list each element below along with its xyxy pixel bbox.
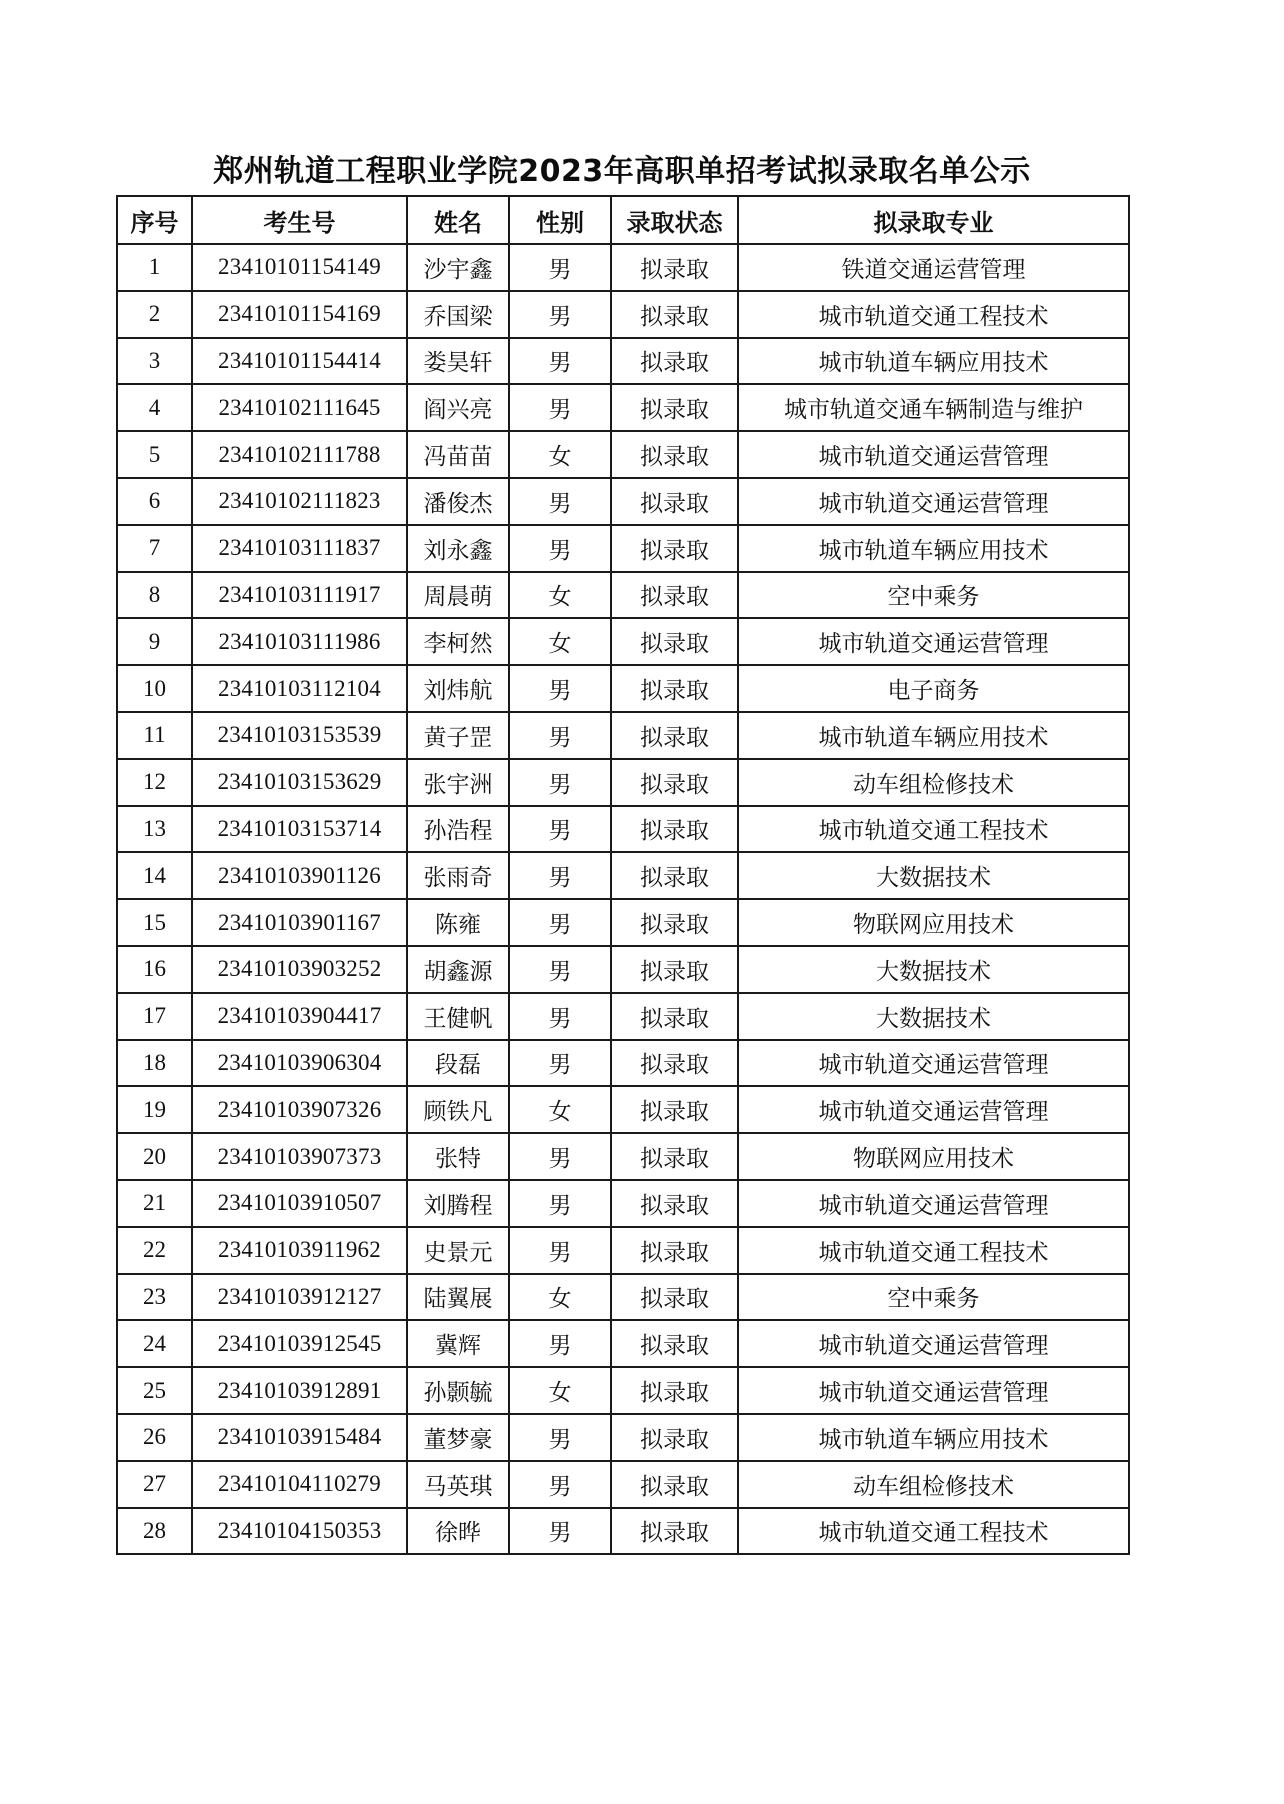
table-body xyxy=(117,244,1129,1554)
cell-gender: 女 xyxy=(509,572,611,619)
cell-seq: 4 xyxy=(117,384,192,431)
cell-name: 乔国梁 xyxy=(407,291,509,338)
cell-gender: 男 xyxy=(509,1461,611,1508)
cell-gender: 男 xyxy=(509,1133,611,1180)
table-row xyxy=(117,1320,1129,1367)
table-row xyxy=(117,1508,1129,1555)
cell-exam-id: 23410103111837 xyxy=(192,525,407,572)
cell-exam-id: 23410103907326 xyxy=(192,1086,407,1133)
cell-name: 沙宇鑫 xyxy=(407,244,509,291)
cell-gender: 男 xyxy=(509,525,611,572)
cell-major: 城市轨道车辆应用技术 xyxy=(738,525,1129,572)
cell-status: 拟录取 xyxy=(611,759,738,806)
cell-status: 拟录取 xyxy=(611,1461,738,1508)
table-row xyxy=(117,384,1129,431)
cell-status: 拟录取 xyxy=(611,525,738,572)
cell-major: 城市轨道交通车辆制造与维护 xyxy=(738,384,1129,431)
table-row xyxy=(117,1461,1129,1508)
table-row xyxy=(117,1227,1129,1274)
header-exam-id: 考生号 xyxy=(192,196,407,244)
cell-exam-id: 23410102111645 xyxy=(192,384,407,431)
cell-exam-id: 23410103153714 xyxy=(192,806,407,853)
cell-status: 拟录取 xyxy=(611,1320,738,1367)
cell-major: 城市轨道车辆应用技术 xyxy=(738,712,1129,759)
cell-seq: 26 xyxy=(117,1414,192,1461)
cell-major: 动车组检修技术 xyxy=(738,759,1129,806)
cell-exam-id: 23410103112104 xyxy=(192,665,407,712)
cell-status: 拟录取 xyxy=(611,1180,738,1227)
table-row xyxy=(117,478,1129,525)
cell-major: 城市轨道交通运营管理 xyxy=(738,1086,1129,1133)
table-row xyxy=(117,1367,1129,1414)
table-row xyxy=(117,1133,1129,1180)
cell-gender: 女 xyxy=(509,618,611,665)
cell-status: 拟录取 xyxy=(611,665,738,712)
cell-name: 段磊 xyxy=(407,1040,509,1087)
table-header-row xyxy=(117,196,1129,244)
cell-exam-id: 23410103906304 xyxy=(192,1040,407,1087)
cell-exam-id: 23410102111788 xyxy=(192,431,407,478)
cell-status: 拟录取 xyxy=(611,899,738,946)
table-row xyxy=(117,431,1129,478)
cell-name: 王健帆 xyxy=(407,993,509,1040)
cell-major: 城市轨道交通运营管理 xyxy=(738,478,1129,525)
cell-name: 黄子罡 xyxy=(407,712,509,759)
cell-gender: 男 xyxy=(509,478,611,525)
cell-seq: 3 xyxy=(117,338,192,385)
cell-gender: 女 xyxy=(509,431,611,478)
cell-exam-id: 23410103153539 xyxy=(192,712,407,759)
cell-status: 拟录取 xyxy=(611,1133,738,1180)
table-row xyxy=(117,1414,1129,1461)
cell-exam-id: 23410103912891 xyxy=(192,1367,407,1414)
cell-gender: 女 xyxy=(509,1274,611,1321)
cell-major: 城市轨道交通运营管理 xyxy=(738,431,1129,478)
cell-major: 动车组检修技术 xyxy=(738,1461,1129,1508)
cell-seq: 10 xyxy=(117,665,192,712)
cell-seq: 13 xyxy=(117,806,192,853)
cell-seq: 19 xyxy=(117,1086,192,1133)
cell-gender: 男 xyxy=(509,291,611,338)
cell-seq: 1 xyxy=(117,244,192,291)
cell-major: 铁道交通运营管理 xyxy=(738,244,1129,291)
cell-status: 拟录取 xyxy=(611,852,738,899)
table-row xyxy=(117,899,1129,946)
cell-seq: 17 xyxy=(117,993,192,1040)
cell-exam-id: 23410103111986 xyxy=(192,618,407,665)
cell-major: 城市轨道交通工程技术 xyxy=(738,291,1129,338)
cell-name: 潘俊杰 xyxy=(407,478,509,525)
cell-exam-id: 23410102111823 xyxy=(192,478,407,525)
table-row xyxy=(117,665,1129,712)
cell-major: 城市轨道交通工程技术 xyxy=(738,1227,1129,1274)
cell-name: 娄昊轩 xyxy=(407,338,509,385)
cell-seq: 22 xyxy=(117,1227,192,1274)
cell-status: 拟录取 xyxy=(611,1367,738,1414)
cell-gender: 男 xyxy=(509,244,611,291)
cell-name: 冀辉 xyxy=(407,1320,509,1367)
cell-seq: 18 xyxy=(117,1040,192,1087)
cell-exam-id: 23410103904417 xyxy=(192,993,407,1040)
table-row xyxy=(117,1040,1129,1087)
cell-status: 拟录取 xyxy=(611,1414,738,1461)
cell-gender: 男 xyxy=(509,1508,611,1555)
table-row xyxy=(117,806,1129,853)
cell-status: 拟录取 xyxy=(611,338,738,385)
cell-exam-id: 23410103903252 xyxy=(192,946,407,993)
cell-status: 拟录取 xyxy=(611,1508,738,1555)
cell-gender: 男 xyxy=(509,1040,611,1087)
cell-major: 城市轨道交通工程技术 xyxy=(738,806,1129,853)
cell-exam-id: 23410103912127 xyxy=(192,1274,407,1321)
table-row xyxy=(117,525,1129,572)
cell-exam-id: 23410101154169 xyxy=(192,291,407,338)
cell-seq: 2 xyxy=(117,291,192,338)
cell-gender: 男 xyxy=(509,665,611,712)
cell-name: 张特 xyxy=(407,1133,509,1180)
cell-seq: 8 xyxy=(117,572,192,619)
cell-major: 城市轨道交通运营管理 xyxy=(738,1180,1129,1227)
cell-seq: 28 xyxy=(117,1508,192,1555)
header-major: 拟录取专业 xyxy=(738,196,1129,244)
cell-major: 物联网应用技术 xyxy=(738,1133,1129,1180)
cell-gender: 男 xyxy=(509,1414,611,1461)
cell-gender: 男 xyxy=(509,852,611,899)
cell-exam-id: 23410104110279 xyxy=(192,1461,407,1508)
cell-exam-id: 23410103111917 xyxy=(192,572,407,619)
cell-gender: 男 xyxy=(509,1180,611,1227)
cell-major: 城市轨道交通运营管理 xyxy=(738,1320,1129,1367)
cell-major: 城市轨道车辆应用技术 xyxy=(738,338,1129,385)
table-row xyxy=(117,852,1129,899)
header-seq: 序号 xyxy=(117,196,192,244)
cell-gender: 男 xyxy=(509,338,611,385)
cell-gender: 男 xyxy=(509,899,611,946)
cell-major: 城市轨道交通工程技术 xyxy=(738,1508,1129,1555)
cell-exam-id: 23410103901126 xyxy=(192,852,407,899)
table-row xyxy=(117,946,1129,993)
cell-name: 周晨萌 xyxy=(407,572,509,619)
cell-seq: 5 xyxy=(117,431,192,478)
cell-status: 拟录取 xyxy=(611,244,738,291)
cell-name: 徐晔 xyxy=(407,1508,509,1555)
cell-status: 拟录取 xyxy=(611,1274,738,1321)
cell-seq: 23 xyxy=(117,1274,192,1321)
table-row xyxy=(117,1086,1129,1133)
document-title: 郑州轨道工程职业学院2023年高职单招考试拟录取名单公示 xyxy=(213,154,1031,189)
cell-seq: 11 xyxy=(117,712,192,759)
cell-exam-id: 23410103912545 xyxy=(192,1320,407,1367)
cell-major: 城市轨道车辆应用技术 xyxy=(738,1414,1129,1461)
cell-name: 马英琪 xyxy=(407,1461,509,1508)
cell-name: 刘永鑫 xyxy=(407,525,509,572)
cell-seq: 14 xyxy=(117,852,192,899)
cell-status: 拟录取 xyxy=(611,478,738,525)
cell-name: 孙浩程 xyxy=(407,806,509,853)
cell-name: 冯苗苗 xyxy=(407,431,509,478)
cell-major: 城市轨道交通运营管理 xyxy=(738,618,1129,665)
cell-exam-id: 23410101154414 xyxy=(192,338,407,385)
cell-status: 拟录取 xyxy=(611,993,738,1040)
table-row xyxy=(117,338,1129,385)
header-gender: 性别 xyxy=(509,196,611,244)
cell-seq: 16 xyxy=(117,946,192,993)
cell-gender: 男 xyxy=(509,1227,611,1274)
cell-status: 拟录取 xyxy=(611,431,738,478)
cell-gender: 男 xyxy=(509,384,611,431)
cell-status: 拟录取 xyxy=(611,618,738,665)
cell-name: 胡鑫源 xyxy=(407,946,509,993)
cell-major: 大数据技术 xyxy=(738,946,1129,993)
cell-seq: 12 xyxy=(117,759,192,806)
table-row xyxy=(117,993,1129,1040)
cell-gender: 男 xyxy=(509,1320,611,1367)
cell-status: 拟录取 xyxy=(611,1227,738,1274)
table-row xyxy=(117,618,1129,665)
table-row xyxy=(117,1180,1129,1227)
cell-status: 拟录取 xyxy=(611,1086,738,1133)
cell-exam-id: 23410103907373 xyxy=(192,1133,407,1180)
cell-major: 空中乘务 xyxy=(738,572,1129,619)
cell-name: 张宇洲 xyxy=(407,759,509,806)
cell-seq: 6 xyxy=(117,478,192,525)
cell-seq: 24 xyxy=(117,1320,192,1367)
cell-seq: 7 xyxy=(117,525,192,572)
cell-status: 拟录取 xyxy=(611,712,738,759)
cell-major: 大数据技术 xyxy=(738,852,1129,899)
cell-exam-id: 23410103910507 xyxy=(192,1180,407,1227)
cell-status: 拟录取 xyxy=(611,384,738,431)
cell-gender: 男 xyxy=(509,993,611,1040)
cell-name: 史景元 xyxy=(407,1227,509,1274)
cell-seq: 15 xyxy=(117,899,192,946)
cell-major: 物联网应用技术 xyxy=(738,899,1129,946)
cell-name: 李柯然 xyxy=(407,618,509,665)
cell-major: 大数据技术 xyxy=(738,993,1129,1040)
admission-table xyxy=(116,195,1130,1555)
cell-seq: 9 xyxy=(117,618,192,665)
cell-gender: 男 xyxy=(509,946,611,993)
cell-exam-id: 23410103153629 xyxy=(192,759,407,806)
cell-name: 孙颢毓 xyxy=(407,1367,509,1414)
cell-name: 陆翼展 xyxy=(407,1274,509,1321)
cell-major: 城市轨道交通运营管理 xyxy=(738,1040,1129,1087)
cell-name: 顾铁凡 xyxy=(407,1086,509,1133)
cell-seq: 27 xyxy=(117,1461,192,1508)
cell-status: 拟录取 xyxy=(611,1040,738,1087)
cell-major: 空中乘务 xyxy=(738,1274,1129,1321)
cell-name: 刘炜航 xyxy=(407,665,509,712)
cell-exam-id: 23410104150353 xyxy=(192,1508,407,1555)
table-row xyxy=(117,572,1129,619)
cell-gender: 女 xyxy=(509,1086,611,1133)
cell-exam-id: 23410101154149 xyxy=(192,244,407,291)
table-row xyxy=(117,1274,1129,1321)
cell-status: 拟录取 xyxy=(611,806,738,853)
cell-major: 城市轨道交通运营管理 xyxy=(738,1367,1129,1414)
cell-exam-id: 23410103911962 xyxy=(192,1227,407,1274)
cell-status: 拟录取 xyxy=(611,291,738,338)
cell-exam-id: 23410103915484 xyxy=(192,1414,407,1461)
header-status: 录取状态 xyxy=(611,196,738,244)
cell-seq: 25 xyxy=(117,1367,192,1414)
cell-status: 拟录取 xyxy=(611,946,738,993)
table-row xyxy=(117,759,1129,806)
cell-gender: 男 xyxy=(509,806,611,853)
cell-name: 刘腾程 xyxy=(407,1180,509,1227)
table-row xyxy=(117,244,1129,291)
table-row xyxy=(117,712,1129,759)
cell-exam-id: 23410103901167 xyxy=(192,899,407,946)
cell-name: 张雨奇 xyxy=(407,852,509,899)
cell-gender: 女 xyxy=(509,1367,611,1414)
cell-major: 电子商务 xyxy=(738,665,1129,712)
cell-name: 陈雍 xyxy=(407,899,509,946)
cell-seq: 20 xyxy=(117,1133,192,1180)
cell-gender: 男 xyxy=(509,759,611,806)
cell-seq: 21 xyxy=(117,1180,192,1227)
table-row xyxy=(117,291,1129,338)
header-name: 姓名 xyxy=(407,196,509,244)
cell-name: 阎兴亮 xyxy=(407,384,509,431)
cell-gender: 男 xyxy=(509,712,611,759)
cell-status: 拟录取 xyxy=(611,572,738,619)
cell-name: 董梦豪 xyxy=(407,1414,509,1461)
